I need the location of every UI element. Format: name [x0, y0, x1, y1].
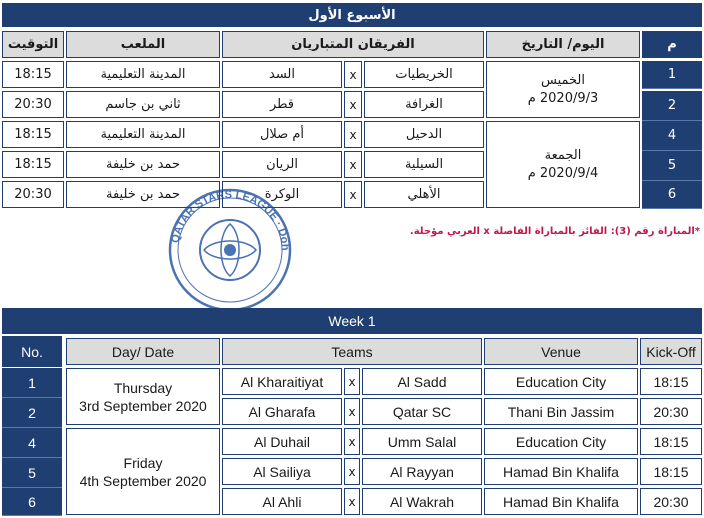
ar-date-2: 2020/9/4 م	[527, 165, 599, 181]
ar-header-teams-label: الفريقان المتباريان	[291, 37, 415, 52]
arabic-week-title-text: الأسبوع الأول	[308, 7, 396, 23]
en-match-no-text: 2	[28, 404, 36, 421]
ar-team-b-text: السد	[269, 67, 295, 82]
ar-match-no-text: 4	[667, 128, 677, 143]
ar-date-cell-2	[486, 121, 640, 208]
ar-vs-text: x	[349, 67, 357, 82]
en-match-no-text: 5	[28, 464, 36, 481]
stamp-seal-text: QATAR STARS LEAGUE · Doh	[169, 188, 292, 251]
ar-match-no	[642, 91, 702, 121]
en-kickoff-text: 20:30	[653, 493, 689, 510]
en-date-1: 3rd September 2020	[79, 397, 207, 414]
ar-time	[2, 61, 64, 88]
en-vs	[344, 398, 360, 425]
en-home-team-text: Al Sailiya	[253, 463, 311, 480]
en-match-no	[2, 458, 62, 488]
en-home-team	[222, 458, 342, 485]
en-match-no	[2, 368, 62, 398]
ar-time-text: 18:15	[14, 157, 52, 172]
en-match-no	[2, 488, 62, 516]
en-away-team	[362, 368, 482, 395]
english-week-title-text: Week 1	[328, 313, 376, 329]
en-away-team-text: Umm Salal	[387, 433, 457, 450]
english-week-title	[2, 308, 702, 334]
ar-day-2: الجمعة	[544, 147, 582, 163]
ar-match-no-text: 2	[667, 98, 677, 113]
ar-team-a-text: الدحيل	[405, 127, 443, 142]
ar-time-text: 20:30	[14, 187, 52, 202]
en-kickoff	[640, 458, 702, 485]
en-away-team	[362, 398, 482, 425]
en-date-cell-1	[66, 368, 220, 425]
en-home-team-text: Al Kharaitiyat	[240, 373, 324, 390]
en-kickoff	[640, 398, 702, 425]
en-header-venue-label: Venue	[541, 343, 581, 360]
en-vs-text: x	[348, 404, 356, 419]
ar-header-venue	[66, 31, 220, 58]
en-away-team	[362, 458, 482, 485]
ar-team-b-text: قطر	[269, 97, 295, 112]
en-venue	[484, 488, 638, 515]
ar-match-no	[642, 121, 702, 151]
league-stamp-seal	[160, 186, 300, 316]
en-venue	[484, 368, 638, 395]
en-venue-text: Hamad Bin Khalifa	[503, 463, 619, 480]
ar-venue-text: المدينة التعليمية	[100, 67, 186, 82]
ar-vs-text: x	[349, 97, 357, 112]
en-kickoff	[640, 368, 702, 395]
ar-venue-text: المدينة التعليمية	[100, 127, 186, 142]
ar-header-day-date-label: اليوم/ التاريخ	[521, 37, 605, 52]
en-away-team-text: Al Sadd	[397, 373, 447, 390]
ar-vs-text: x	[349, 127, 357, 142]
ar-time-text: 18:15	[14, 67, 52, 82]
ar-team-b	[222, 121, 342, 148]
ar-venue	[66, 91, 220, 118]
en-header-kickoff	[640, 338, 702, 365]
en-vs	[344, 368, 360, 395]
en-venue-text: Education City	[515, 433, 607, 450]
en-vs	[344, 458, 360, 485]
ar-vs	[344, 121, 362, 148]
ar-header-no	[642, 31, 702, 58]
ar-match-no-text: 1	[667, 67, 677, 82]
ar-team-b	[222, 91, 342, 118]
en-header-no	[2, 336, 62, 367]
ar-time-text: 20:30	[14, 97, 52, 112]
en-away-team	[362, 428, 482, 455]
ar-vs	[344, 181, 362, 208]
ar-venue	[66, 61, 220, 88]
ar-team-a	[364, 61, 484, 88]
en-venue	[484, 398, 638, 425]
ar-time	[2, 181, 64, 208]
en-kickoff-text: 20:30	[653, 403, 689, 420]
ar-time	[2, 91, 64, 118]
en-header-day-date-label: Day/ Date	[111, 343, 175, 360]
ar-team-a-text: السيلية	[404, 157, 444, 172]
en-kickoff-text: 18:15	[653, 463, 689, 480]
en-kickoff-text: 18:15	[653, 433, 689, 450]
ar-venue-text: حمد بن خليفة	[106, 157, 180, 172]
ar-vs	[344, 61, 362, 88]
en-vs-text: x	[348, 434, 356, 449]
en-away-team-text: Al Wakrah	[389, 493, 455, 510]
en-match-no	[2, 398, 62, 428]
ar-match-no	[642, 181, 702, 209]
en-away-team	[362, 488, 482, 515]
ar-team-b	[222, 151, 342, 178]
en-vs	[344, 428, 360, 455]
en-home-team	[222, 428, 342, 455]
en-kickoff	[640, 428, 702, 455]
en-date-cell-2	[66, 428, 220, 515]
en-venue-text: Education City	[515, 373, 607, 390]
en-venue-text: Thani Bin Jassim	[507, 403, 615, 420]
ar-match-no	[642, 61, 702, 89]
en-match-no-text: 1	[28, 374, 36, 391]
ar-team-b-text: أم صلال	[259, 127, 305, 142]
en-match-no	[2, 428, 62, 458]
ar-vs-text: x	[349, 187, 357, 202]
en-away-team-text: Qatar SC	[392, 403, 452, 420]
postponed-match-note-text: *المباراة رقم (3): الفائز بالمباراة الفاصلة x العربي مؤجلة.	[409, 226, 700, 237]
postponed-match-note	[300, 226, 700, 242]
en-home-team-text: Al Gharafa	[248, 403, 316, 420]
en-header-kickoff-label: Kick-Off	[646, 343, 696, 360]
en-date-2: 4th September 2020	[79, 472, 207, 489]
en-vs	[344, 488, 360, 515]
ar-date-cell-1	[486, 61, 640, 118]
en-away-team-text: Al Rayyan	[390, 463, 454, 480]
ar-header-teams	[222, 31, 484, 58]
ar-team-a-text: الأهلي	[407, 187, 441, 202]
ar-time	[2, 151, 64, 178]
ar-venue	[66, 121, 220, 148]
ar-match-no	[642, 151, 702, 181]
en-vs-text: x	[348, 374, 356, 389]
ar-team-b-text: الوكرة	[264, 187, 300, 202]
ar-time-text: 18:15	[14, 127, 52, 142]
ar-team-b	[222, 61, 342, 88]
ar-date-1: 2020/9/3 م	[527, 90, 599, 106]
en-match-no-text: 4	[28, 434, 36, 451]
ar-team-a-text: الخريطيات	[395, 67, 453, 82]
ar-team-a	[364, 91, 484, 118]
ar-venue-text: ثاني بن جاسم	[105, 97, 181, 112]
en-vs-text: x	[348, 464, 356, 479]
ar-venue	[66, 151, 220, 178]
en-match-no-text: 6	[28, 493, 36, 510]
ar-team-a	[364, 121, 484, 148]
ar-header-venue-label: الملعب	[120, 37, 166, 52]
en-kickoff-text: 18:15	[653, 373, 689, 390]
en-vs-text: x	[348, 494, 356, 509]
en-day-2: Friday	[123, 454, 163, 471]
en-header-no-label: No.	[21, 343, 43, 360]
ar-header-day-date	[486, 31, 640, 58]
ar-vs	[344, 91, 362, 118]
ar-vs-text: x	[349, 157, 357, 172]
en-venue	[484, 458, 638, 485]
en-kickoff	[640, 488, 702, 515]
ar-vs	[344, 151, 362, 178]
ar-time	[2, 121, 64, 148]
en-day-1: Thursday	[113, 379, 173, 396]
arabic-week-title	[2, 3, 702, 27]
ar-day-1: الخميس	[541, 72, 585, 88]
en-home-team-text: Al Ahli	[262, 493, 302, 510]
en-header-day-date	[66, 338, 220, 365]
ar-header-time-label: التوقيت	[7, 37, 59, 52]
en-home-team	[222, 368, 342, 395]
en-home-team	[222, 488, 342, 515]
en-header-teams	[222, 338, 482, 365]
ar-header-time	[2, 31, 64, 58]
ar-venue-text: حمد بن خليفة	[106, 187, 180, 202]
en-home-team	[222, 398, 342, 425]
ar-team-a-text: الغرافة	[405, 97, 443, 112]
en-venue-text: Hamad Bin Khalifa	[503, 493, 619, 510]
en-header-teams-label: Teams	[331, 343, 373, 360]
ar-match-no-text: 6	[667, 187, 677, 202]
en-home-team-text: Al Duhail	[253, 433, 311, 450]
en-header-venue	[484, 338, 638, 365]
ar-match-no-text: 5	[667, 158, 677, 173]
en-venue	[484, 428, 638, 455]
ar-header-no-label: م	[667, 37, 677, 52]
ar-team-a	[364, 181, 484, 208]
stamp-seal-icon	[160, 186, 300, 316]
ar-team-a	[364, 151, 484, 178]
ar-team-b-text: الريان	[266, 157, 298, 172]
